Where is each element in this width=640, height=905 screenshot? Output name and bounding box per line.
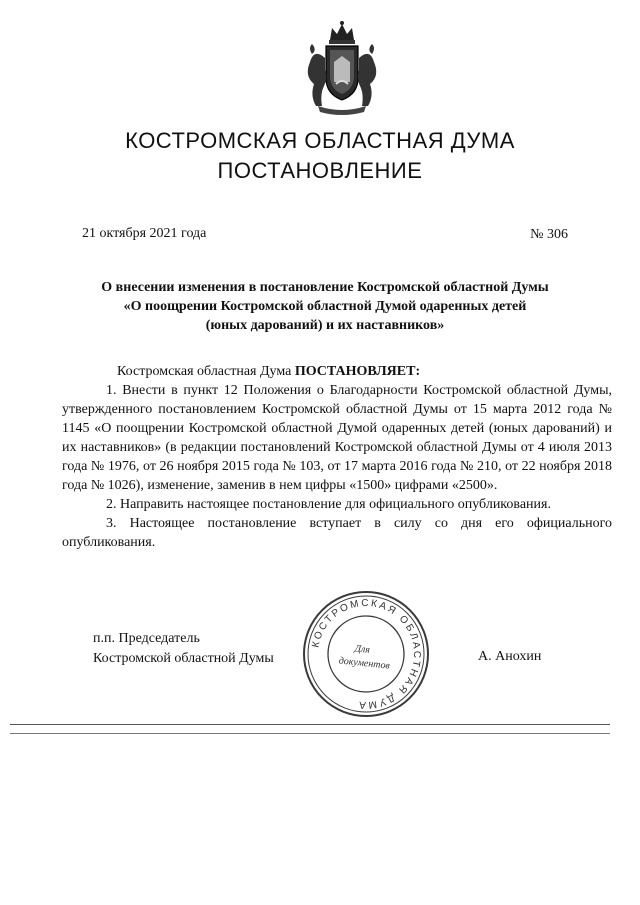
resolution-item-2: 2. Направить настоящее постановление для официального опубликования.: [106, 497, 551, 512]
seal-center-text: документов: [338, 655, 391, 672]
document-number: № 306: [530, 227, 568, 242]
document-type-title: ПОСТАНОВЛЕНИЕ: [217, 158, 423, 183]
resolution-body: [62, 362, 612, 552]
signatory-position: [93, 629, 274, 669]
document-date: 21 октября 2021 года: [82, 226, 207, 241]
heading-line: «О поощрении Костромской областной Думой одаренных детей: [123, 299, 527, 314]
resolution-item-3: 3. Настоящее постановление вступает в силу со дня его официального опубликования.: [62, 516, 612, 550]
signatory-position-line: п.п. Председатель: [93, 631, 200, 646]
heading-line: (юных дарований) и их наставников»: [205, 318, 445, 333]
coat-of-arms-emblem: [292, 18, 392, 118]
organization-title: КОСТРОМСКАЯ ОБЛАСТНАЯ ДУМА: [125, 128, 515, 153]
bottom-divider: [10, 724, 610, 725]
signatory-position-line: Костромской областной Думы: [93, 651, 274, 666]
seal-ring-text: КОСТРОМСКАЯ ОБЛАСТНАЯ ДУМА: [310, 597, 423, 711]
signatory-name: А. Анохин: [478, 649, 542, 664]
intro-paragraph: [62, 362, 612, 381]
decree-keyword: ПОСТАНОВЛЯЕТ:: [294, 364, 421, 379]
resolution-item-1: 1. Внести в пункт 12 Положения о Благодарности Костромской областной Думы, утвержденного постановлением Костромской областной Думы от 15 марта 2012 года № 1145 «О поощрении Костромской областной Думой одаренных детей (юных дарований) и их наставников» (в редакции постановлений Костромской областной Думы от 4 июля 2013 года № 1976, от 26 ноября 2015 года № 103, от 17 марта 2016 года № 210, от 22 ноября 2018 года № 1026), изменение, заменив в нем цифры «1500» цифрами «2500».: [62, 383, 612, 493]
official-seal-stamp: [300, 588, 432, 720]
bottom-divider: [10, 733, 610, 734]
seal-center-text: Для: [354, 643, 371, 656]
intro-text: Костромская областная Дума: [117, 364, 295, 379]
resolution-heading: [90, 278, 560, 335]
heading-line: О внесении изменения в постановление Костромской областной Думы: [101, 280, 549, 295]
